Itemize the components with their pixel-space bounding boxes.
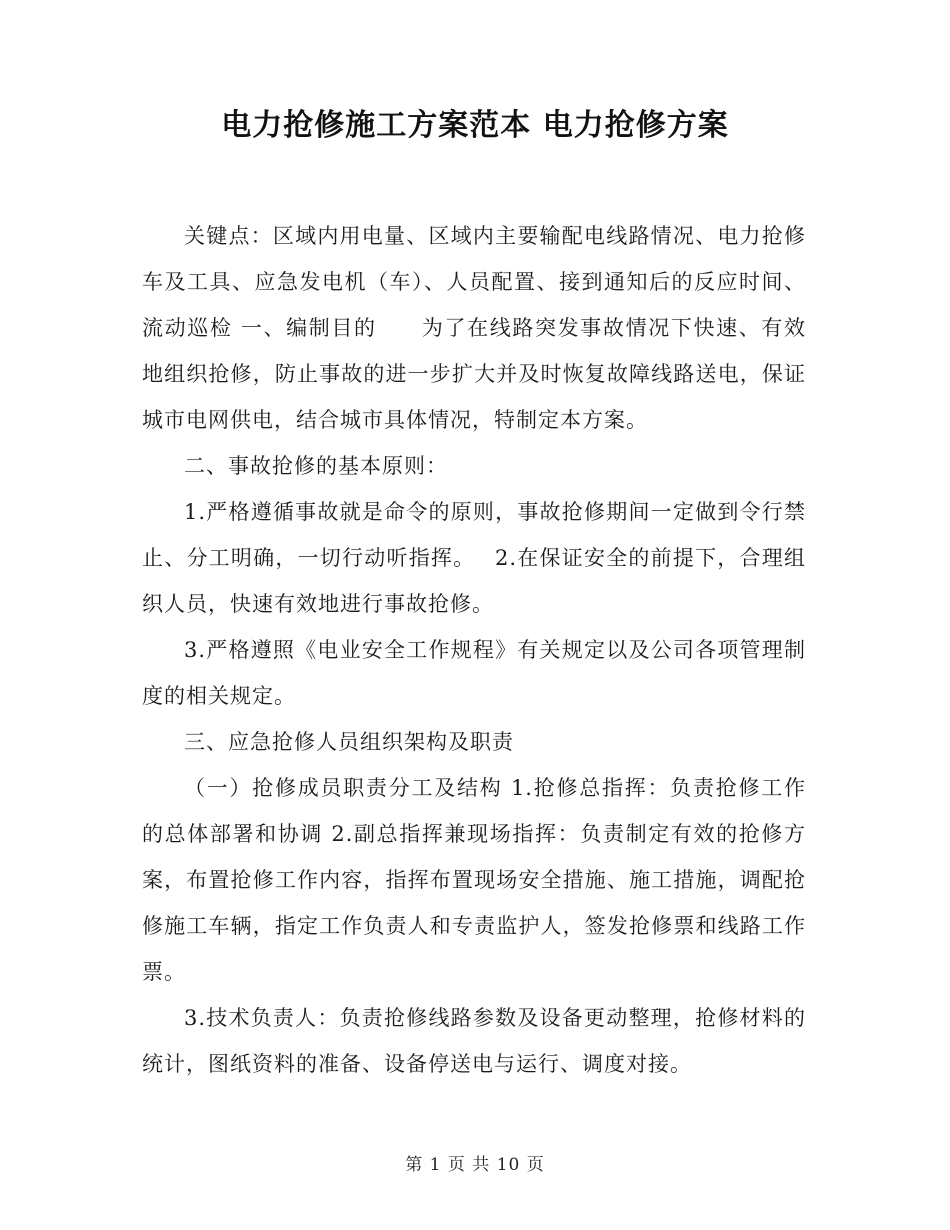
paragraph-principles-1-2: 1.严格遵循事故就是命令的原则，事故抢修期间一定做到令行禁止、分工明确，一切行动听指挥。 2.在保证安全的前提下，合理组织人员，快速有效地进行事故抢修。 [142, 500, 806, 616]
paragraph-principle-3: 3.严格遵照《电业安全工作规程》有关规定以及公司各项管理制度的相关规定。 [142, 638, 806, 708]
document-title: 电力抢修施工方案范本 电力抢修方案 [221, 108, 729, 143]
paragraph-section-3-heading: 三、应急抢修人员组织架构及职责 [184, 730, 514, 754]
document-body [142, 213, 806, 1087]
paragraph-technical-lead: 3.技术负责人：负责抢修线路参数及设备更动整理，抢修材料的统计，图纸资料的准备、设备停送电与运行、调度对接。 [142, 1006, 806, 1076]
paragraph-section-2-heading: 二、事故抢修的基本原则： [184, 454, 448, 478]
paragraph-roles: （一）抢修成员职责分工及结构 1.抢修总指挥：负责抢修工作的总体部署和协调 2.副总指挥兼现场指挥：负责制定有效的抢修方案，布置抢修工作内容，指挥布置现场安全措施、施工措施，调配抢修施工车辆，指定工作负责人和专责监护人，签发抢修票和线路工作票。 [142, 776, 806, 984]
page-footer: 第 1 页 共 10 页 [405, 1155, 545, 1175]
paragraph-keypoints: 关键点：区域内用电量、区域内主要输配电线路情况、电力抢修车及工具、应急发电机（车）、人员配置、接到通知后的反应时间、流动巡检 一、编制目的 为了在线路突发事故情况下快速、有效地组织抢修，防止事故的进一步扩大并及时恢复故障线路送电，保证城市电网供电，结合城市具体情况，特制定本方案。 [142, 224, 806, 432]
